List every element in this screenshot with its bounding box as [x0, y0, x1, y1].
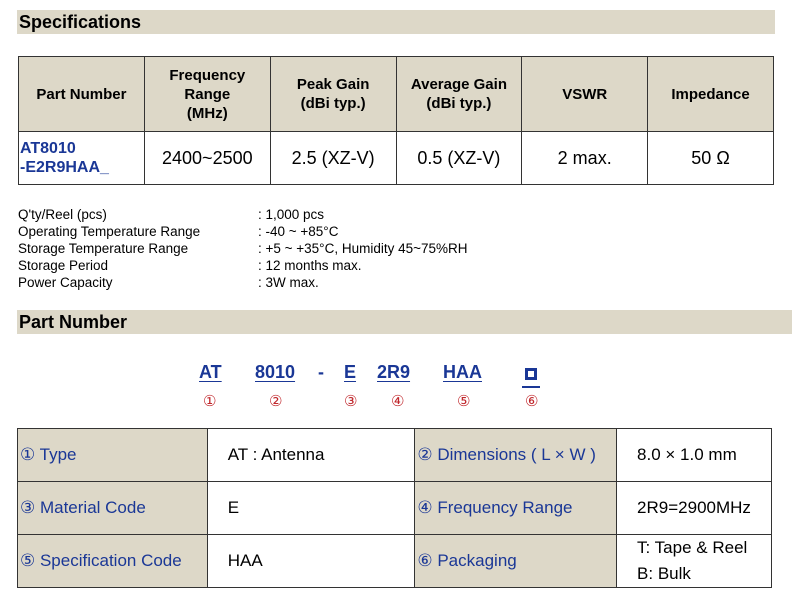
cell-average-gain: 0.5 (XZ-V): [396, 132, 522, 185]
material-code-value: E: [207, 482, 415, 535]
header-vswr: VSWR: [522, 57, 648, 132]
type-label: ① Type: [18, 429, 208, 482]
param-operating-temp: Operating Temperature Range : -40 ~ +85°C: [18, 224, 339, 239]
specification-code-label: ⑤ Specification Code: [18, 535, 208, 588]
cell-peak-gain: 2.5 (XZ-V): [270, 132, 396, 185]
header-average-gain: Average Gain (dBi typ.): [396, 57, 522, 132]
pn-row-3: [18, 535, 772, 588]
spec-header-row: [19, 57, 774, 132]
parameter-list: [18, 206, 468, 291]
part-number-table: [17, 428, 772, 588]
packaging-value: T: Tape & Reel B: Bulk: [617, 535, 772, 588]
param-qty-reel: Q'ty/Reel (pcs) : 1,000 pcs: [18, 207, 325, 222]
code-dimensions: 8010: [255, 362, 296, 382]
frequency-range-value: 2R9=2900MHz: [617, 482, 772, 535]
code-dash: -: [318, 362, 324, 382]
specifications-table: [18, 56, 774, 185]
code-type: AT: [199, 362, 222, 382]
dimensions-label: ② Dimensions ( L × W ): [415, 429, 617, 482]
param-power-capacity: Power Capacity : 3W max.: [18, 275, 319, 290]
specification-code-value: HAA: [207, 535, 415, 588]
code-frequency: 2R9: [377, 362, 411, 382]
material-code-label: ③ Material Code: [18, 482, 208, 535]
specifications-heading: Specifications: [17, 10, 775, 34]
code-packaging: [522, 366, 540, 388]
packaging-label: ⑥ Packaging: [415, 535, 617, 588]
code-material: E: [344, 362, 357, 382]
code-number-5: ⑤: [457, 393, 471, 410]
frequency-range-label: ④ Frequency Range: [415, 482, 617, 535]
param-storage-period: Storage Period : 12 months max.: [18, 258, 362, 273]
spec-data-row: [19, 132, 774, 185]
dimensions-value: 8.0 × 1.0 mm: [617, 429, 772, 482]
packaging-box-icon: [525, 368, 537, 380]
code-number-1: ①: [203, 393, 217, 410]
pn-row-1: [18, 429, 772, 482]
cell-vswr: 2 max.: [522, 132, 648, 185]
code-number-4: ④: [391, 393, 405, 410]
header-frequency-range: Frequency Range (MHz): [144, 57, 270, 132]
type-value: AT : Antenna: [207, 429, 415, 482]
code-number-2: ②: [269, 393, 283, 410]
cell-frequency-range: 2400~2500: [144, 132, 270, 185]
code-specification: HAA: [443, 362, 482, 382]
pn-row-2: [18, 482, 772, 535]
header-impedance: Impedance: [648, 57, 774, 132]
header-part-number: Part Number: [19, 57, 145, 132]
cell-impedance: 50 Ω: [648, 132, 774, 185]
header-peak-gain: Peak Gain (dBi typ.): [270, 57, 396, 132]
code-number-3: ③: [344, 393, 358, 410]
code-number-6: ⑥: [525, 393, 539, 410]
param-storage-temp: Storage Temperature Range : +5 ~ +35°C, Humidity 45~75%RH: [18, 241, 468, 256]
cell-part-number: AT8010 -E2R9HAA_: [19, 132, 145, 185]
part-number-heading: Part Number: [17, 310, 792, 334]
